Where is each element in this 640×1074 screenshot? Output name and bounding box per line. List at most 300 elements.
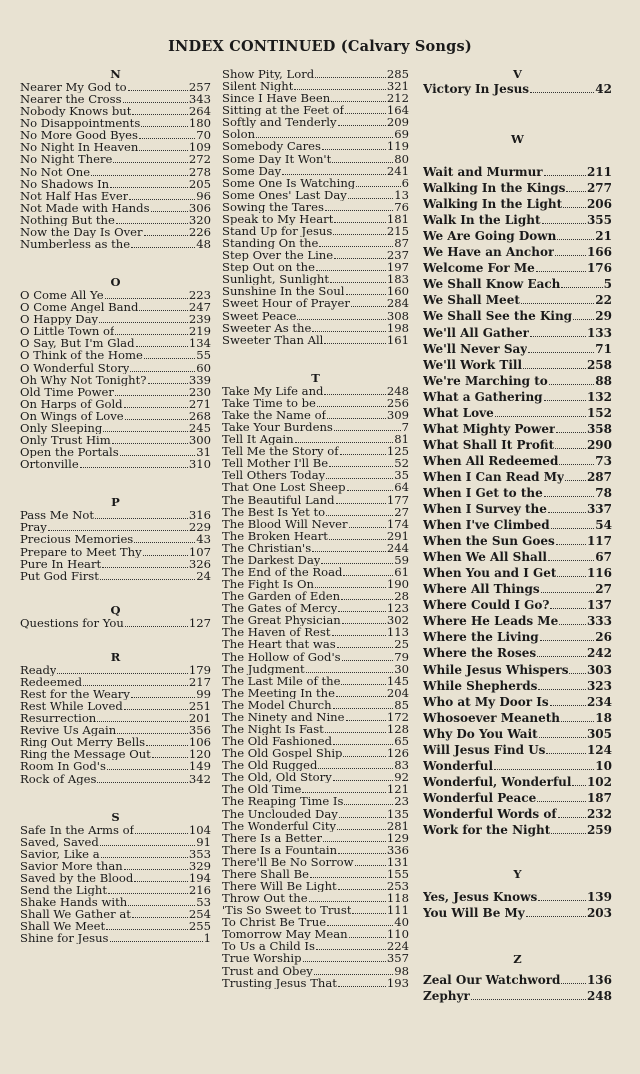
leader-dots	[110, 187, 188, 188]
entry-page-number: 268	[188, 409, 211, 422]
leader-dots	[315, 77, 386, 78]
index-entry	[222, 153, 409, 165]
entry-title: The Hollow of God's	[222, 650, 341, 663]
leader-dots	[327, 925, 393, 926]
leader-dots	[548, 512, 586, 513]
index-entry	[222, 771, 409, 783]
entry-title: The Broken Heart	[222, 529, 328, 542]
leader-dots	[329, 466, 393, 467]
entry-title: On Wings of Love	[20, 409, 124, 422]
entry-page-number: 7	[401, 421, 409, 434]
entry-title: We Shall See the King	[423, 309, 573, 324]
leader-dots	[101, 857, 188, 858]
entry-title: The Model Church	[222, 698, 332, 711]
entry-page-number: 251	[188, 700, 211, 713]
index-entry	[222, 469, 409, 481]
entry-title: The Last Mile of the	[222, 674, 341, 687]
index-entry	[20, 688, 211, 700]
index-entry	[20, 676, 211, 688]
entry-page-number: 60	[196, 361, 211, 374]
index-entry	[20, 81, 211, 93]
entry-page-number: 177	[386, 493, 409, 506]
entry-title: Take Your Burdens	[222, 421, 333, 434]
entry-title: When You and I Get	[423, 566, 557, 581]
entry-page-number: 13	[394, 188, 409, 201]
entry-title: The Old Fashioned	[222, 735, 333, 748]
index-entry	[423, 613, 612, 629]
entry-title: The End of the Road	[222, 565, 343, 579]
entry-title: While Shepherds	[423, 678, 538, 693]
entry-title: The Old, Old Story	[222, 771, 332, 784]
index-entry	[423, 164, 612, 180]
entry-title: Trust and Obey	[222, 964, 313, 977]
entry-title: Work for the Night	[423, 822, 551, 837]
entry-page-number: 180	[188, 117, 211, 130]
leader-dots	[559, 624, 586, 625]
entry-title: The Fight Is On	[222, 578, 314, 591]
leader-dots	[549, 384, 595, 385]
leader-dots	[325, 210, 393, 211]
leader-dots	[48, 530, 188, 531]
leader-dots	[106, 929, 188, 930]
entry-title: Silent Night	[222, 80, 294, 93]
entry-title: The Night Is Fast	[222, 722, 324, 736]
leader-dots	[108, 893, 188, 894]
leader-dots	[309, 901, 386, 902]
entry-page-number: 209	[386, 116, 409, 129]
entry-page-number: 126	[386, 747, 409, 760]
entry-page-number: 54	[595, 518, 612, 533]
leader-dots	[151, 211, 188, 212]
entry-title: Sitting at the Feet of	[222, 104, 344, 117]
entry-title: Will Jesus Find Us	[423, 742, 546, 757]
entry-title: Send the Light	[20, 883, 108, 897]
leader-dots	[317, 406, 386, 407]
entry-page-number: 155	[386, 867, 409, 880]
entry-page-number: 131	[386, 855, 409, 868]
entry-page-number: 308	[386, 309, 409, 322]
leader-dots	[107, 769, 188, 770]
entry-title: Revive Us Again	[20, 724, 117, 737]
index-entry	[222, 310, 409, 322]
entry-title: 'Tis So Sweet to Trust	[222, 904, 352, 917]
leader-dots	[559, 464, 594, 465]
entry-page-number: 259	[586, 822, 612, 837]
entry-title: Only Trust Him	[20, 434, 111, 447]
leader-dots	[332, 162, 393, 163]
leader-dots	[523, 368, 586, 369]
leader-dots	[143, 555, 188, 556]
entry-title: Room In God's	[20, 760, 106, 773]
entry-page-number: 316	[188, 509, 211, 522]
entry-page-number: 111	[386, 904, 409, 917]
index-entry	[222, 433, 409, 445]
index-entry	[222, 116, 409, 128]
index-entry	[20, 884, 211, 896]
entry-page-number: 129	[386, 831, 409, 844]
entry-page-number: 104	[188, 823, 211, 836]
section-q-list	[20, 617, 211, 629]
index-entry	[20, 664, 211, 676]
entry-title: Oh Why Not Tonight?	[20, 373, 147, 386]
index-entry	[20, 458, 211, 470]
entry-title: We Are Going Down	[423, 229, 557, 244]
leader-dots	[556, 432, 586, 433]
entry-title: Where the Roses	[423, 646, 537, 661]
leader-dots	[544, 400, 586, 401]
leader-dots	[551, 833, 586, 834]
entry-title: Some Day	[222, 164, 282, 177]
entry-page-number: 284	[386, 297, 409, 310]
index-entry	[222, 104, 409, 116]
index-entry	[222, 530, 409, 542]
entry-page-number: 119	[386, 140, 409, 153]
entry-page-number: 81	[394, 433, 409, 446]
entry-title: Pass Me Not	[20, 509, 94, 522]
entry-page-number: 139	[586, 890, 612, 905]
entry-page-number: 248	[386, 384, 409, 397]
index-entry	[222, 578, 409, 590]
index-entry	[20, 117, 211, 129]
entry-title: Step Over the Line	[222, 249, 334, 262]
leader-dots	[546, 753, 586, 754]
index-entry	[222, 687, 409, 699]
entry-page-number: 303	[586, 662, 612, 677]
entry-page-number: 83	[394, 759, 409, 772]
leader-dots	[132, 917, 188, 918]
entry-page-number: 357	[386, 952, 409, 965]
entry-page-number: 230	[188, 385, 211, 398]
index-entry	[423, 228, 612, 244]
entry-page-number: 145	[386, 674, 409, 687]
index-entry	[222, 916, 409, 928]
section-n-list	[20, 81, 211, 250]
entry-title: Nothing But the	[20, 213, 115, 226]
entry-title: Nobody Knows but	[20, 105, 132, 118]
entry-title: Open the Portals	[20, 446, 119, 459]
entry-title: Only Sleeping	[20, 421, 103, 435]
entry-title: Redeemed	[20, 675, 83, 688]
entry-title: Sweet Hour of Prayer	[222, 297, 350, 310]
index-entry	[222, 711, 409, 723]
entry-page-number: 247	[188, 301, 211, 314]
entry-title: Wonderful Words of	[423, 806, 557, 821]
section-y-list	[423, 889, 612, 921]
index-entry	[222, 457, 409, 469]
leader-dots	[340, 454, 386, 455]
leader-dots	[314, 974, 393, 975]
leader-dots	[152, 757, 188, 758]
entry-title: No Not One	[20, 165, 91, 178]
leader-dots	[521, 303, 594, 304]
leader-dots	[302, 792, 385, 793]
entry-page-number: 272	[188, 153, 211, 166]
entry-title: Show Pity, Lord	[222, 68, 315, 81]
leader-dots	[131, 697, 195, 698]
entry-title: Sweet Peace	[222, 309, 297, 322]
entry-page-number: 29	[595, 309, 612, 324]
entry-page-number: 193	[386, 976, 409, 989]
index-entry	[423, 421, 612, 437]
section-letter-s: S	[111, 809, 120, 824]
entry-title: Now the Day Is Over	[20, 225, 143, 239]
index-entry	[423, 501, 612, 517]
index-entry	[423, 774, 612, 790]
leader-dots	[95, 518, 188, 519]
entry-title: What Shall It Profit	[423, 437, 555, 452]
index-entry	[423, 405, 612, 421]
section-z-list	[423, 972, 612, 1004]
entry-page-number: 80	[394, 152, 409, 165]
index-entry	[222, 808, 409, 820]
leader-dots	[123, 102, 188, 103]
entry-page-number: 277	[586, 181, 612, 196]
index-entry	[222, 663, 409, 675]
entry-page-number: 21	[595, 229, 612, 244]
index-entry	[222, 225, 409, 237]
entry-title: Why Do You Wait	[423, 726, 538, 741]
entry-title: True Worship	[222, 952, 302, 965]
entry-title: The Wonderful City	[222, 819, 337, 832]
index-entry	[20, 362, 211, 374]
leader-dots	[342, 660, 394, 661]
entry-page-number: 127	[188, 616, 211, 629]
index-entry	[20, 836, 211, 848]
leader-dots	[316, 949, 386, 950]
section-o-list	[20, 289, 211, 470]
index-entry	[423, 485, 612, 501]
leader-dots	[102, 567, 188, 568]
entry-title: Who at My Door Is	[423, 694, 549, 709]
entry-title: Pray	[20, 521, 47, 534]
index-entry	[222, 795, 409, 807]
leader-dots	[324, 343, 385, 344]
entry-title: Ready	[20, 663, 57, 676]
entry-page-number: 116	[586, 566, 612, 581]
index-entry	[222, 421, 409, 433]
entry-title: You Will Be My	[423, 906, 525, 921]
entry-title: The Old Time	[222, 783, 302, 796]
entry-title: To Us a Child Is	[222, 940, 315, 953]
entry-page-number: 26	[595, 630, 612, 645]
entry-title: Numberless as the	[20, 238, 131, 251]
index-entry	[20, 214, 211, 226]
leader-dots	[110, 941, 203, 942]
index-entry	[423, 81, 612, 97]
entry-page-number: 245	[188, 421, 211, 435]
entry-title: Savior, Like a	[20, 847, 100, 860]
index-entry	[222, 699, 409, 711]
leader-dots	[144, 235, 188, 236]
section-s-list	[20, 824, 211, 945]
index-entry	[20, 712, 211, 724]
entry-page-number: 78	[595, 485, 612, 500]
index-entry	[423, 244, 612, 260]
leader-dots	[557, 576, 585, 577]
leader-dots	[99, 322, 188, 323]
leader-dots	[134, 881, 188, 882]
entry-title: The Great Physician	[222, 614, 341, 627]
entry-title: Softly and Tenderly	[222, 116, 337, 129]
entry-page-number: 355	[586, 213, 612, 228]
entry-page-number: 107	[188, 545, 211, 558]
entry-page-number: 323	[586, 678, 612, 693]
entry-page-number: 87	[394, 237, 409, 250]
index-entry	[423, 308, 612, 324]
entry-page-number: 31	[196, 446, 211, 459]
entry-page-number: 206	[586, 197, 612, 212]
leader-dots	[136, 346, 188, 347]
section-t-list	[222, 385, 409, 989]
entry-title: Rock of Ages	[20, 772, 97, 785]
leader-dots	[348, 198, 393, 199]
entry-page-number: 28	[394, 590, 409, 603]
section-p-list	[20, 509, 211, 581]
entry-title: That One Lost Sheep	[222, 481, 346, 494]
index-entry	[423, 196, 612, 212]
entry-page-number: 278	[188, 165, 211, 178]
entry-page-number: 321	[386, 80, 409, 93]
entry-page-number: 24	[196, 569, 211, 582]
index-entry	[222, 626, 409, 638]
entry-page-number: 320	[188, 213, 211, 226]
entry-title: Speak to My Heart	[222, 212, 334, 226]
entry-title: Sowing the Tares	[222, 200, 324, 213]
entry-title: To Christ Be True	[222, 916, 327, 929]
index-entry	[20, 129, 211, 141]
entry-page-number: 183	[386, 273, 409, 286]
leader-dots	[144, 358, 195, 359]
leader-dots	[557, 239, 594, 240]
entry-title: Rest While Loved	[20, 700, 123, 713]
entry-page-number: 333	[586, 614, 612, 629]
index-entry	[20, 824, 211, 836]
leader-dots	[334, 430, 401, 431]
leader-dots	[120, 455, 196, 456]
leader-dots	[333, 780, 393, 781]
index-entry	[222, 494, 409, 506]
entry-title: The Darkest Day	[222, 553, 321, 566]
entry-page-number: 201	[188, 712, 211, 725]
entry-title: The Garden of Eden	[222, 590, 341, 603]
entry-title: Wonderful, Wonderful	[423, 774, 572, 789]
leader-dots	[330, 282, 386, 283]
index-entry	[423, 549, 612, 565]
entry-title: Walking In the Kings	[423, 181, 566, 196]
leader-dots	[338, 125, 386, 126]
leader-dots	[343, 756, 385, 757]
entry-title: No Disappointments	[20, 117, 141, 130]
entry-title: Zephyr	[423, 989, 470, 1004]
entry-page-number: 35	[394, 469, 409, 482]
entry-page-number: 1	[203, 932, 211, 945]
entry-page-number: 241	[386, 164, 409, 177]
entry-title: We'll All Gather	[423, 325, 529, 340]
entry-page-number: 337	[586, 502, 612, 517]
entry-page-number: 27	[595, 582, 612, 597]
leader-dots	[542, 223, 586, 224]
leader-dots	[346, 720, 386, 721]
index-entry	[20, 932, 211, 944]
index-entry	[20, 533, 211, 545]
index-entry	[423, 889, 612, 905]
index-entry	[20, 872, 211, 884]
entry-page-number: 248	[586, 989, 612, 1004]
leader-dots	[569, 673, 585, 674]
leader-dots	[130, 371, 195, 372]
leader-dots	[550, 705, 586, 706]
index-entry	[222, 952, 409, 964]
section-letter-z: Z	[513, 952, 522, 967]
index-entry	[222, 177, 409, 189]
index-entry	[20, 773, 211, 785]
entry-page-number: 48	[196, 238, 211, 251]
leader-dots	[494, 769, 594, 770]
entry-title: No Night There	[20, 153, 113, 166]
entry-page-number: 198	[386, 321, 409, 334]
index-entry	[222, 445, 409, 457]
leader-dots	[116, 223, 188, 224]
leader-dots	[539, 737, 586, 738]
entry-page-number: 106	[188, 736, 211, 749]
entry-page-number: 76	[394, 200, 409, 213]
index-entry	[20, 617, 211, 629]
entry-page-number: 161	[386, 333, 409, 346]
index-entry	[222, 68, 409, 80]
leader-dots	[566, 191, 586, 192]
leader-dots	[323, 841, 386, 842]
index-entry	[20, 141, 211, 153]
entry-page-number: 172	[386, 710, 409, 723]
entry-page-number: 61	[394, 565, 409, 579]
index-entry	[222, 747, 409, 759]
index-entry	[222, 566, 409, 578]
index-entry	[423, 758, 612, 774]
entry-title: Not Made with Hands	[20, 201, 150, 214]
entry-page-number: 121	[386, 783, 409, 796]
entry-page-number: 254	[188, 908, 211, 921]
entry-page-number: 239	[188, 313, 211, 326]
leader-dots	[337, 829, 386, 830]
entry-title: No More Good Byes	[20, 129, 138, 142]
section-letter-y: Y	[513, 867, 522, 882]
index-entry	[20, 570, 211, 582]
leader-dots	[338, 611, 386, 612]
index-entry	[423, 276, 612, 292]
leader-dots	[338, 889, 386, 890]
leader-dots	[544, 496, 595, 497]
entry-page-number: 133	[586, 325, 612, 340]
section-letter-r: R	[110, 649, 121, 664]
entry-title: Solon	[222, 128, 256, 141]
leader-dots	[341, 684, 385, 685]
entry-page-number: 190	[386, 578, 409, 591]
entry-page-number: 242	[586, 646, 612, 661]
entry-title: O Wonderful Story	[20, 361, 130, 374]
index-entry	[20, 153, 211, 165]
leader-dots	[333, 708, 394, 709]
leader-dots	[336, 503, 386, 504]
index-entry	[222, 201, 409, 213]
entry-title: Ring the Message Out	[20, 748, 151, 761]
entry-page-number: 164	[386, 104, 409, 117]
index-entry	[423, 581, 612, 597]
index-entry	[20, 736, 211, 748]
entry-title: Old Time Power	[20, 385, 114, 398]
leader-dots	[256, 137, 393, 138]
entry-page-number: 113	[386, 626, 409, 639]
index-entry	[20, 313, 211, 325]
